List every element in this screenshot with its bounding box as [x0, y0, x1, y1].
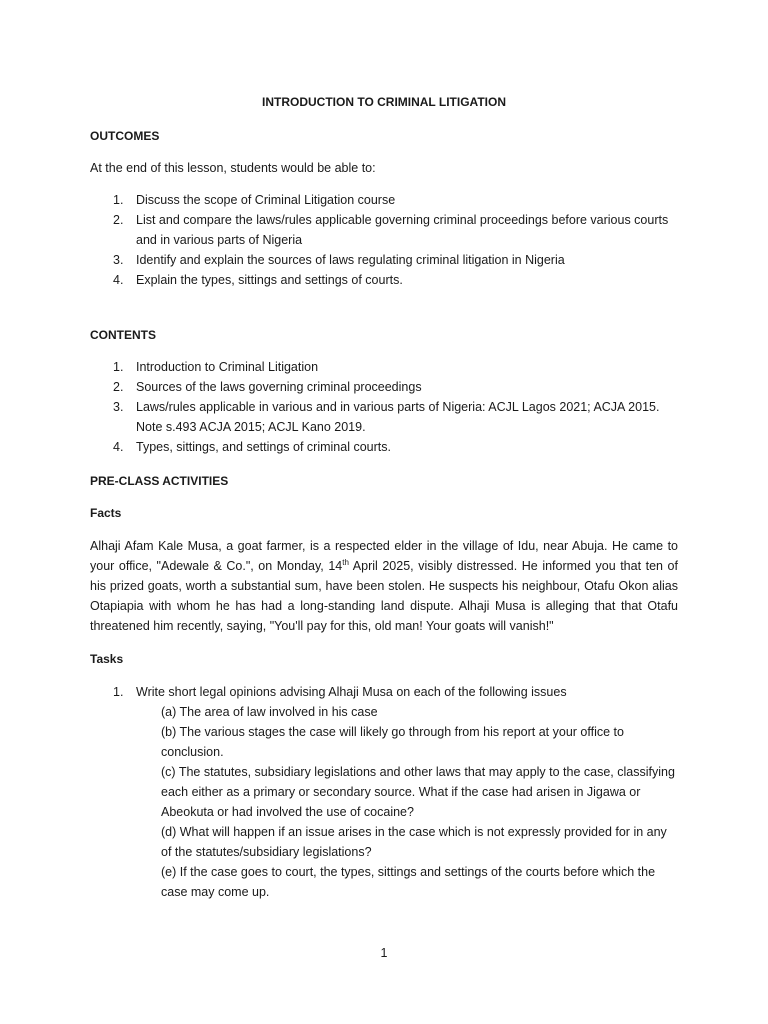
list-item [113, 270, 678, 290]
tasks-heading: Tasks [90, 652, 124, 666]
list-number: 3. [113, 400, 124, 414]
list-text: Laws/rules applicable in various and in various parts of Nigeria: ACJL Lagos 2021; ACJA 2015. Note s.493 ACJA 2015; ACJL Kano 2019. [136, 400, 660, 434]
page-number: 1 [380, 946, 388, 960]
subtask-item: (b) The various stages the case will likely go through from his report at your office to conclusion. [161, 725, 624, 759]
list-text: Introduction to Criminal Litigation [136, 360, 319, 374]
outcomes-list [113, 190, 678, 290]
outcomes-heading: OUTCOMES [90, 129, 160, 143]
subtask-item: (d) What will happen if an issue arises in the case which is not expressly provided for in any of the statutes/subsidiary legislations? [161, 825, 667, 859]
list-text: Identify and explain the sources of laws regulating criminal litigation in Nigeria [136, 253, 565, 267]
list-text: Sources of the laws governing criminal proceedings [136, 380, 422, 394]
list-text: Types, sittings, and settings of criminal courts. [136, 440, 391, 454]
facts-text-part1: Alhaji Afam Kale Musa, a goat farmer, is a respected elder in the village of Idu, near Abuja. He came to your office, "Adewale & Co.", on Monday, 14 [90, 539, 678, 573]
facts-text-part2: April 2025, visibly distressed. He informed you that ten of his prized goats, worth a substantial sum, have been stolen. He suspects his neighbour, Otafu Okon alias Otapiapia with whom he has had a long-standing land dispute. Alhaji Musa is alleging that that Otafu threatened him recently, saying, "You'll pay for this, old man! Your goats will vanish!" [90, 559, 678, 633]
list-item [113, 397, 678, 437]
facts-paragraph [90, 536, 678, 636]
list-text: Discuss the scope of Criminal Litigation course [136, 193, 396, 207]
list-item [113, 210, 678, 250]
list-number: 2. [113, 380, 124, 394]
list-text: Write short legal opinions advising Alhaji Musa on each of the following issues [136, 685, 567, 699]
list-number: 3. [113, 253, 124, 267]
outcomes-intro: At the end of this lesson, students would be able to: [90, 161, 376, 175]
list-item [113, 190, 678, 210]
list-item [113, 682, 678, 902]
list-item [113, 437, 678, 457]
list-item [113, 377, 678, 397]
list-text: Explain the types, sittings and settings of courts. [136, 273, 403, 287]
list-number: 4. [113, 440, 124, 454]
facts-superscript: th [342, 557, 349, 567]
tasks-list [113, 682, 678, 902]
list-number: 1. [113, 193, 124, 207]
list-item [113, 357, 678, 377]
list-number: 1. [113, 360, 124, 374]
list-number: 4. [113, 273, 124, 287]
facts-heading: Facts [90, 506, 122, 520]
subtask-item: (e) If the case goes to court, the types, sittings and settings of the courts before which the case may come up. [161, 865, 656, 899]
pre-class-heading: PRE-CLASS ACTIVITIES [90, 474, 229, 488]
subtask-item: (c) The statutes, subsidiary legislations and other laws that may apply to the case, classifying each either as a primary or secondary source. What if the case had arisen in Jigawa or Abeokuta or had involved the use of cocaine? [161, 765, 675, 819]
list-number: 1. [113, 685, 124, 699]
list-text: List and compare the laws/rules applicable governing criminal proceedings before various courts and in various parts of Nigeria [136, 213, 669, 247]
contents-heading: CONTENTS [90, 328, 156, 342]
subtask-item: (a) The area of law involved in his case [161, 705, 378, 719]
list-number: 2. [113, 213, 124, 227]
document-title: INTRODUCTION TO CRIMINAL LITIGATION [262, 95, 506, 109]
contents-list [113, 357, 678, 457]
list-item [113, 250, 678, 270]
